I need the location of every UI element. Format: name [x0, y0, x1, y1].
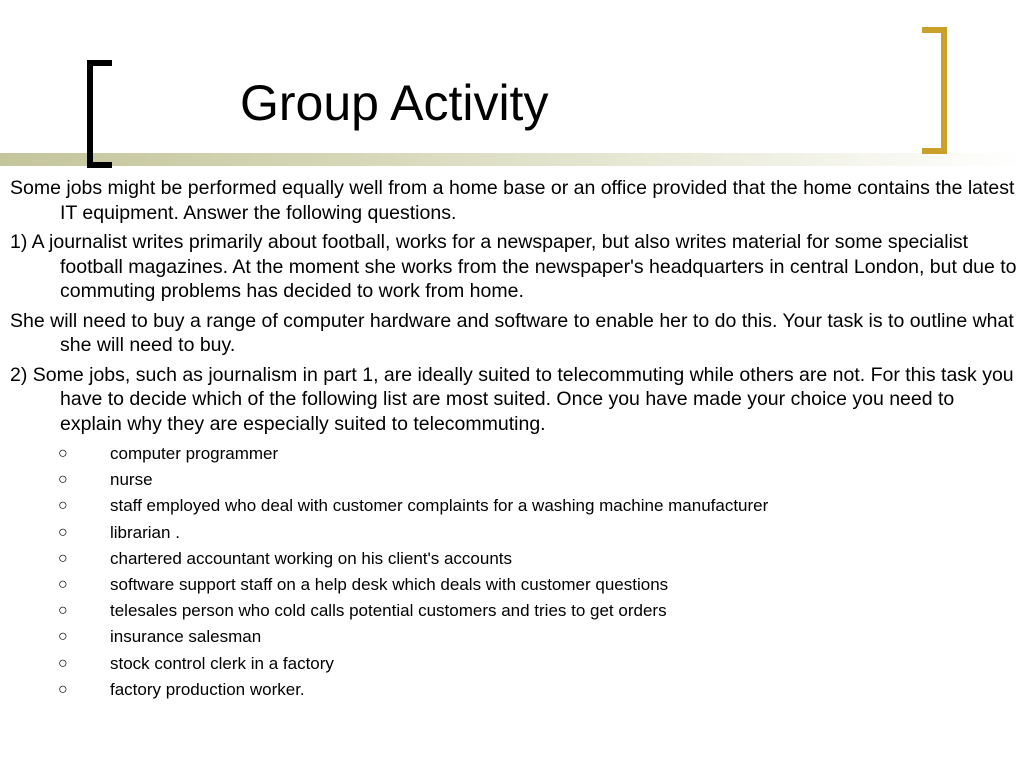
list-item — [10, 624, 1018, 650]
left-bracket-decoration — [87, 60, 112, 168]
list-item — [10, 520, 1018, 546]
list-item-label: chartered accountant working on his client's accounts — [110, 548, 513, 568]
list-item — [10, 441, 1018, 467]
circle-bullet-icon: ○ — [58, 549, 68, 567]
list-item-label: computer programmer — [110, 444, 279, 463]
list-item — [10, 467, 1018, 493]
job-list — [10, 441, 1018, 703]
circle-bullet-icon: ○ — [58, 654, 68, 672]
list-item-label: stock control clerk in a factory — [110, 653, 334, 673]
slide-body — [10, 176, 1018, 703]
list-item-label: factory production worker. — [110, 679, 305, 699]
circle-bullet-icon: ○ — [58, 628, 68, 646]
list-item-label: software support staff on a help desk which deals with customer questions — [110, 575, 669, 595]
circle-bullet-icon: ○ — [58, 523, 68, 541]
list-item — [10, 651, 1018, 677]
list-item-label: librarian . — [110, 522, 180, 542]
right-bracket-decoration — [922, 27, 947, 154]
list-item-label: staff employed who deal with customer complaints for a washing machine manufacturer — [110, 496, 769, 516]
list-item-label: nurse — [110, 470, 153, 490]
question-1: 1) A journalist writes primarily about football, works for a newspaper, but also writes material for some specialist football magazines. At the moment she works from the newspaper's headquarters in central London, but due to commuting problems has decided to work from home. — [10, 231, 1017, 302]
list-item — [10, 493, 1018, 519]
list-item — [10, 546, 1018, 572]
circle-bullet-icon: ○ — [58, 576, 68, 594]
intro-paragraph: Some jobs might be performed equally well from a home base or an office provided that the home contains the latest IT equipment. Answer the following questions. — [10, 177, 1015, 224]
title-underline-band — [0, 153, 1024, 166]
list-item — [10, 677, 1018, 703]
circle-bullet-icon: ○ — [58, 445, 68, 462]
circle-bullet-icon: ○ — [58, 471, 68, 489]
slide-title: Group Activity — [240, 75, 549, 131]
question-2: 2) Some jobs, such as journalism in part 1, are ideally suited to telecommuting while others are not. For this task you have to decide which of the following list are most suited. Once you have made your choice you need to explain why they are especially suited to telecommuting. — [10, 363, 1014, 435]
circle-bullet-icon: ○ — [58, 680, 68, 698]
question-1-task: She will need to buy a range of computer hardware and software to enable her to do this. Your task is to outline what she will need to buy. — [10, 309, 1014, 356]
list-item — [10, 598, 1018, 624]
circle-bullet-icon: ○ — [58, 602, 68, 620]
list-item — [10, 572, 1018, 598]
circle-bullet-icon: ○ — [58, 497, 68, 515]
list-item-label: telesales person who cold calls potential customers and tries to get orders — [110, 601, 667, 621]
list-item-label: insurance salesman — [110, 627, 262, 647]
